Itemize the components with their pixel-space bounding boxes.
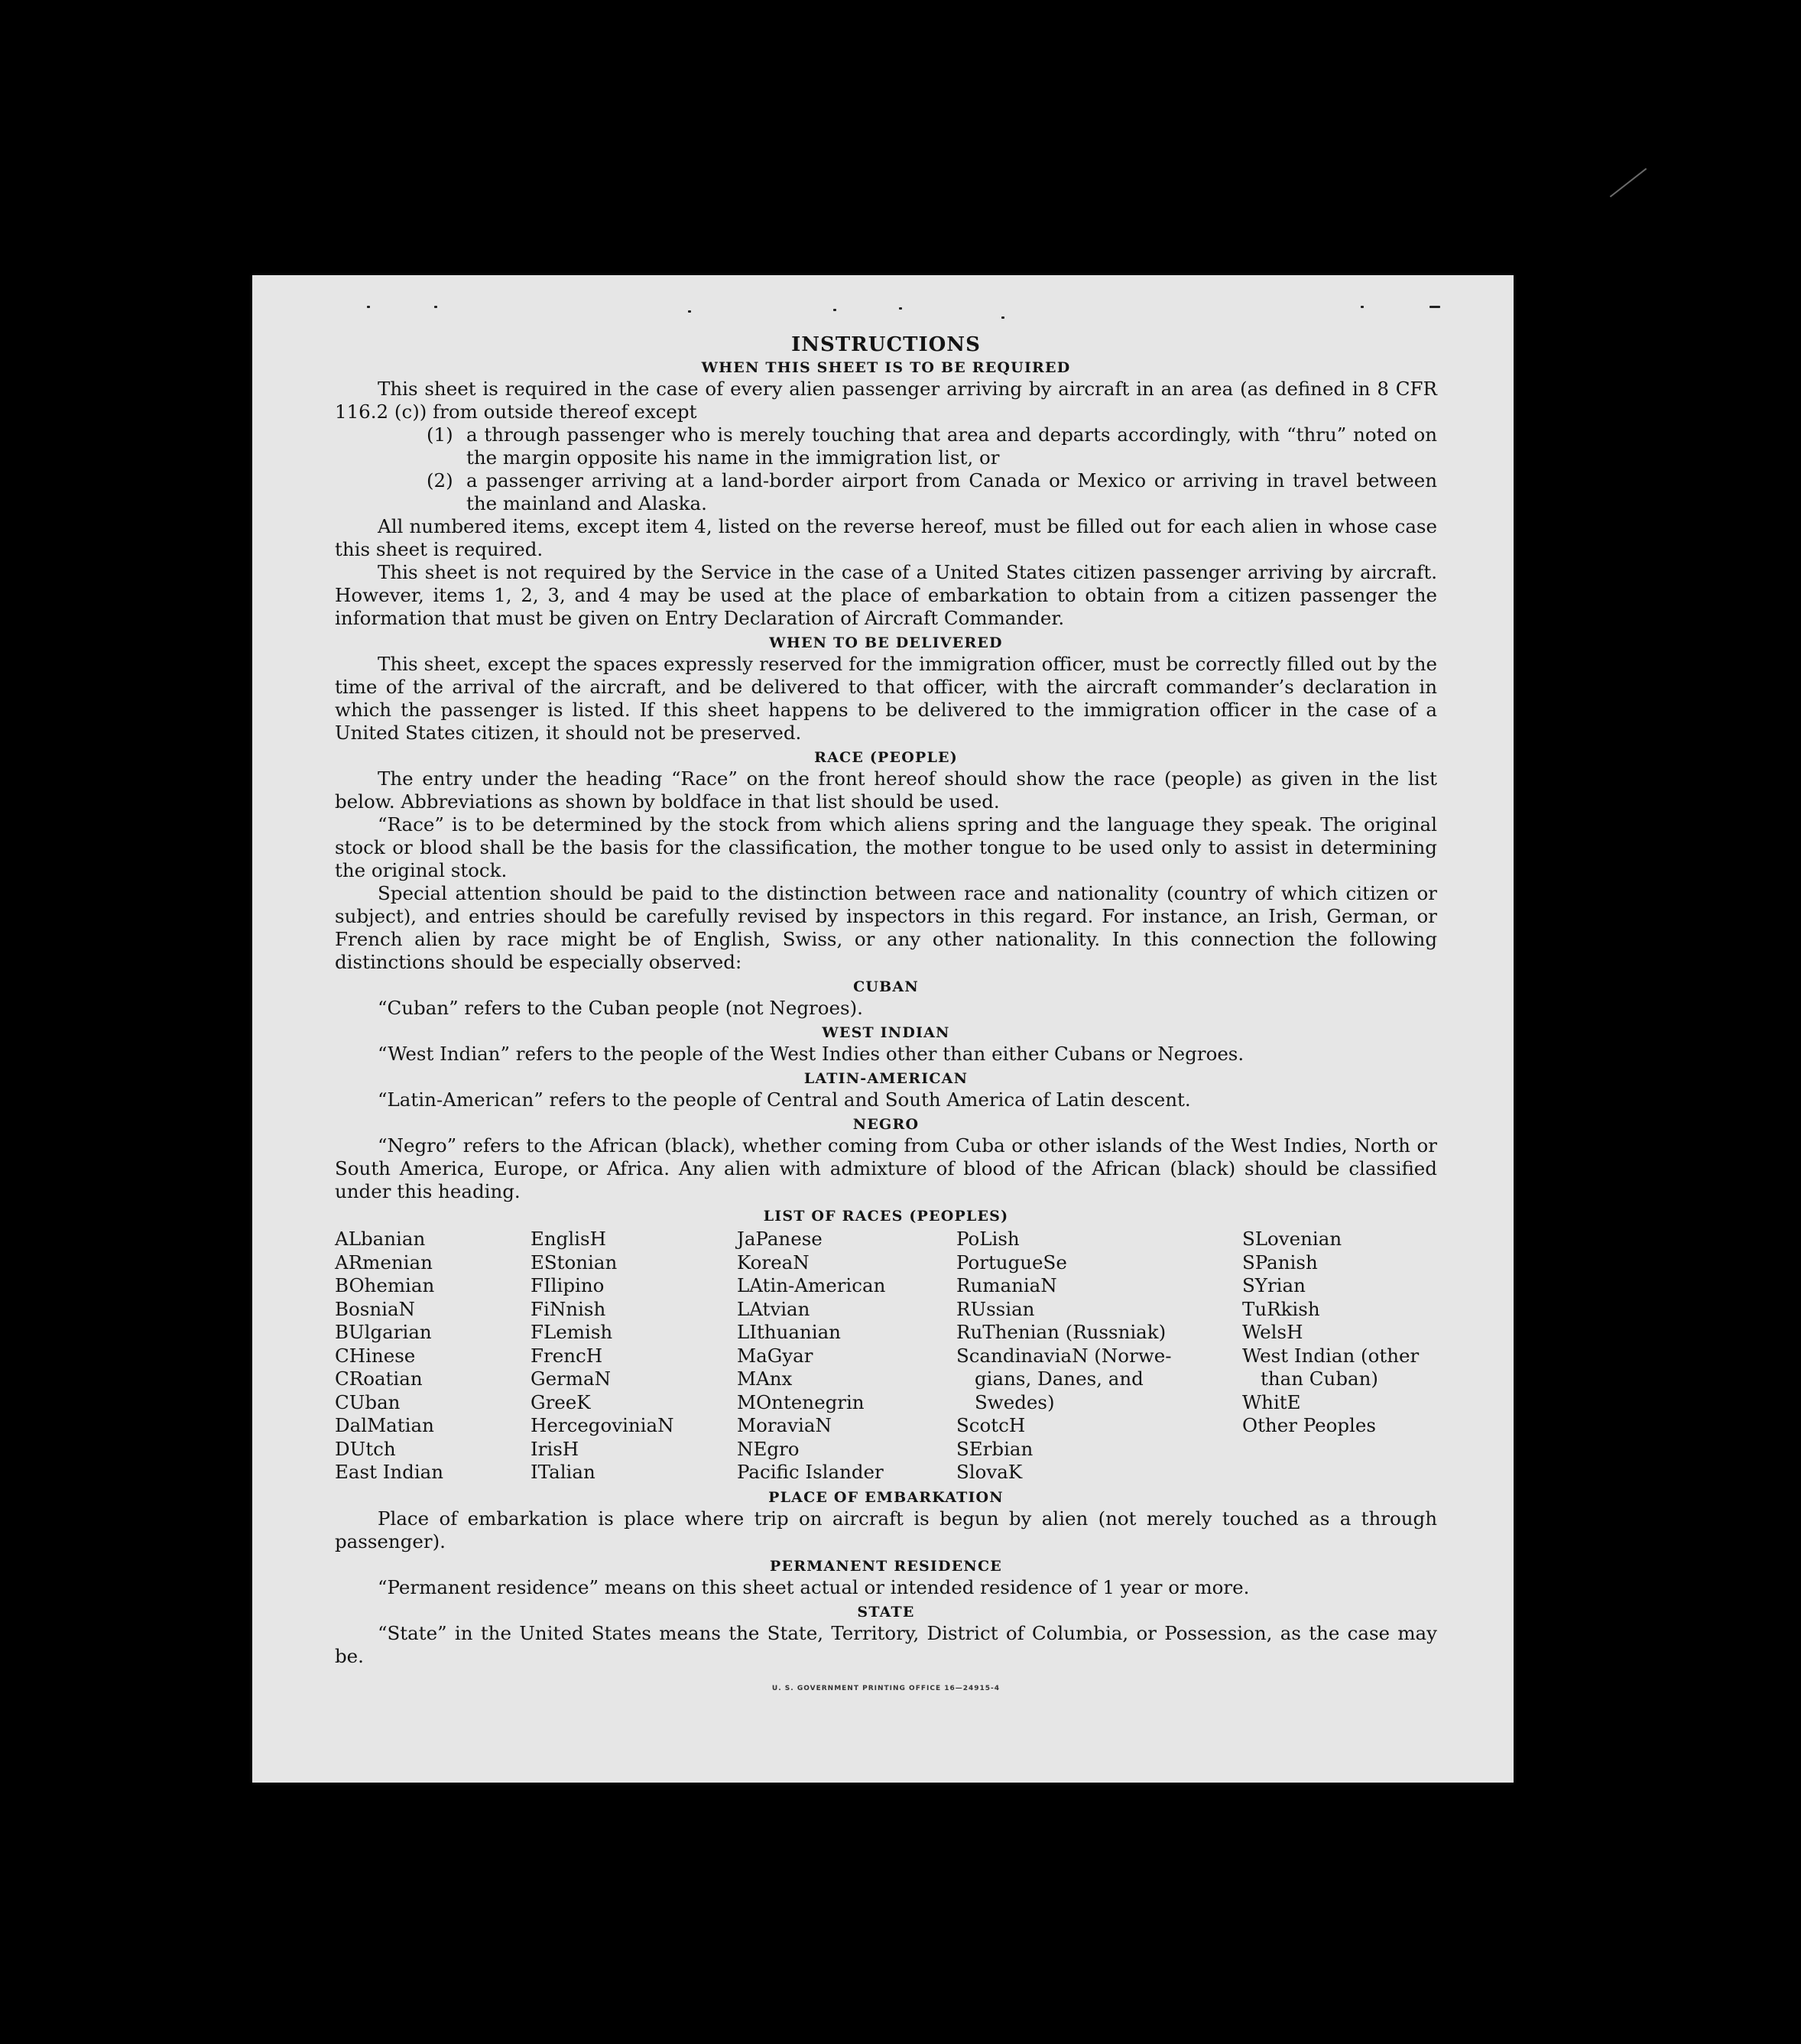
race-entry: EnglisH <box>531 1228 606 1250</box>
paragraph: All numbered items, except item 4, listed on the reverse hereof, must be filled out for each alien in whose case this sheet is required. <box>335 515 1437 560</box>
race-entry: BosniaN <box>335 1297 415 1320</box>
race-entry-continued: Swedes) <box>975 1390 1055 1413</box>
race-entry: RUssian <box>956 1297 1035 1320</box>
race-entry: WelsH <box>1242 1321 1303 1343</box>
races-column <box>531 1228 737 1484</box>
races-column <box>1242 1228 1449 1484</box>
heading-latin-american: LATIN-AMERICAN <box>803 1070 969 1087</box>
list-item <box>427 469 1437 515</box>
paragraph: Place of embarkation is place where trip on aircraft is begun by alien (not merely touched as a through passenger). <box>335 1507 1437 1552</box>
race-entry: DUtch <box>335 1437 396 1460</box>
race-entry: FLemish <box>531 1321 613 1343</box>
races-column <box>956 1228 1242 1484</box>
race-entry: BOhemian <box>335 1274 435 1296</box>
race-entry: WhitE <box>1242 1390 1301 1413</box>
race-entry: IrisH <box>531 1437 579 1460</box>
races-list <box>335 1228 1437 1484</box>
race-entry: ScotcH <box>956 1414 1026 1436</box>
race-entry: TuRkish <box>1242 1297 1320 1320</box>
print-specks <box>252 306 1514 329</box>
instruction-sheet <box>252 275 1514 1783</box>
race-entry: SPanish <box>1242 1251 1318 1273</box>
paragraph: “Negro” refers to the African (black), whether coming from Cuba or other islands of the West Indies, North or South America, Europe, or Africa. Any alien with admixture of blood of the African (black) should be classified under this heading. <box>335 1134 1437 1202</box>
heading-embarkation: PLACE OF EMBARKATION <box>768 1488 1004 1506</box>
race-entry: DalMatian <box>335 1414 434 1436</box>
races-column <box>737 1228 956 1484</box>
film-scratch-mark <box>1610 168 1647 198</box>
race-entry-continued: gians, Danes, and <box>975 1368 1144 1390</box>
paragraph: “West Indian” refers to the people of the West Indies other than either Cubans or Negroes. <box>378 1043 1244 1065</box>
race-entry: CRoatian <box>335 1368 423 1390</box>
heading-race: RACE (PEOPLE) <box>814 749 958 766</box>
race-entry: CUban <box>335 1390 401 1413</box>
printer-imprint: U. S. GOVERNMENT PRINTING OFFICE 16—24915-4 <box>771 1684 1001 1692</box>
race-entry: EStonian <box>531 1251 618 1273</box>
paragraph: “State” in the United States means the State, Territory, District of Columbia, or Possession, as the case may be. <box>335 1621 1437 1667</box>
race-entry: HercegoviniaN <box>531 1414 674 1436</box>
race-entry: MoraviaN <box>737 1414 832 1436</box>
paragraph: “Race” is to be determined by the stock from which aliens spring and the language they speak. The original stock or blood shall be the basis for the classification, the mother tongue to be used only to assist in determining the original stock. <box>335 813 1437 881</box>
race-entry: FrencH <box>531 1344 603 1367</box>
race-entry: Pacific Islander <box>737 1461 884 1483</box>
race-entry: SErbian <box>956 1437 1034 1460</box>
race-entry: PortugueSe <box>956 1251 1067 1273</box>
race-entry: JaPanese <box>737 1228 823 1250</box>
paragraph: This sheet, except the spaces expressly reserved for the immigration officer, must be correctly filled out by the time of the arrival of the aircraft, and be delivered to that officer, with the aircraft commander’s declaration in which the passenger is listed. If this sheet happens to be delivered to the immigration officer in the case of a United States citizen, it should not be preserved. <box>335 653 1437 744</box>
page-title: INSTRUCTIONS <box>791 333 981 356</box>
race-entry: East Indian <box>335 1461 444 1483</box>
race-entry: West Indian (other <box>1242 1344 1420 1367</box>
race-entry: NEgro <box>737 1437 800 1460</box>
heading-west-indian: WEST INDIAN <box>822 1024 950 1041</box>
race-entry: ARmenian <box>335 1251 433 1273</box>
paragraph: This sheet is not required by the Service in the case of a United States citizen passenger arriving by aircraft. However, items 1, 2, 3, and 4 may be used at the place of embarkation to obtain from a citizen passenger the information that must be given on Entry Declaration of Aircraft Commander. <box>335 561 1437 629</box>
race-entry: FIlipino <box>531 1274 605 1296</box>
race-entry: MaGyar <box>737 1344 813 1367</box>
race-entry: MOntenegrin <box>737 1390 865 1413</box>
race-entry: LAtvian <box>737 1297 810 1320</box>
race-entry: RumaniaN <box>956 1274 1057 1296</box>
item-text: a through passenger who is merely touching that area and departs accordingly, with “thru” noted on the margin opposite his name in the immigration list, or <box>466 423 1437 469</box>
race-entry: SYrian <box>1242 1274 1306 1296</box>
race-entry: ALbanian <box>335 1228 426 1250</box>
race-entry: BUlgarian <box>335 1321 432 1343</box>
item-number: (1) <box>427 423 453 446</box>
race-entry: LIthuanian <box>737 1321 841 1343</box>
race-entry: Other Peoples <box>1242 1414 1376 1436</box>
heading-list-of-races: LIST OF RACES (PEOPLES) <box>763 1208 1009 1225</box>
race-entry: ITalian <box>531 1461 595 1483</box>
heading-negro: NEGRO <box>852 1116 920 1133</box>
list-item <box>427 423 1437 469</box>
races-column <box>335 1228 531 1484</box>
race-entry: ScandinaviaN (Norwe- <box>956 1344 1172 1367</box>
race-entry-continued: than Cuban) <box>1261 1368 1378 1390</box>
heading-cuban: CUBAN <box>853 978 919 995</box>
paragraph: “Cuban” refers to the Cuban people (not Negroes). <box>378 997 863 1019</box>
race-entry: KoreaN <box>737 1251 810 1273</box>
race-entry: LAtin-American <box>737 1274 886 1296</box>
race-entry: RuThenian (Russniak) <box>956 1321 1167 1343</box>
paragraph: Special attention should be paid to the distinction between race and nationality (country of which citizen or subject), and entries should be carefully revised by inspectors in this regard. For instance, an Irish, German, or French alien by race might be of English, Swiss, or any other nationality. In this connection the following distinctions should be especially observed: <box>335 882 1437 973</box>
race-entry: GermaN <box>531 1368 612 1390</box>
paragraph: “Permanent residence” means on this sheet actual or intended residence of 1 year or more. <box>378 1575 1250 1598</box>
race-entry: CHinese <box>335 1344 416 1367</box>
item-text: a passenger arriving at a land-border airport from Canada or Mexico or arriving in travel between the mainland and Alaska. <box>466 469 1437 514</box>
heading-when-required: WHEN THIS SHEET IS TO BE REQUIRED <box>701 359 1071 376</box>
heading-permanent-residence: PERMANENT RESIDENCE <box>770 1557 1002 1575</box>
race-entry: FiNnish <box>531 1297 606 1320</box>
race-entry: MAnx <box>737 1368 793 1390</box>
heading-when-delivered: WHEN TO BE DELIVERED <box>769 634 1003 651</box>
race-entry: SlovaK <box>956 1461 1023 1483</box>
item-number: (2) <box>427 469 453 492</box>
paragraph: “Latin-American” refers to the people of Central and South America of Latin descent. <box>378 1089 1191 1111</box>
heading-state: STATE <box>857 1603 915 1621</box>
race-entry: PoLish <box>956 1228 1020 1250</box>
paragraph: The entry under the heading “Race” on the front hereof should show the race (people) as given in the list below. Abbreviations as shown by boldface in that list should be used. <box>335 767 1437 813</box>
race-entry: SLovenian <box>1242 1228 1342 1250</box>
paragraph: This sheet is required in the case of every alien passenger arriving by aircraft in an area (as defined in 8 CFR 116.2 (c)) from outside thereof except <box>335 378 1437 423</box>
race-entry: GreeK <box>531 1390 591 1413</box>
